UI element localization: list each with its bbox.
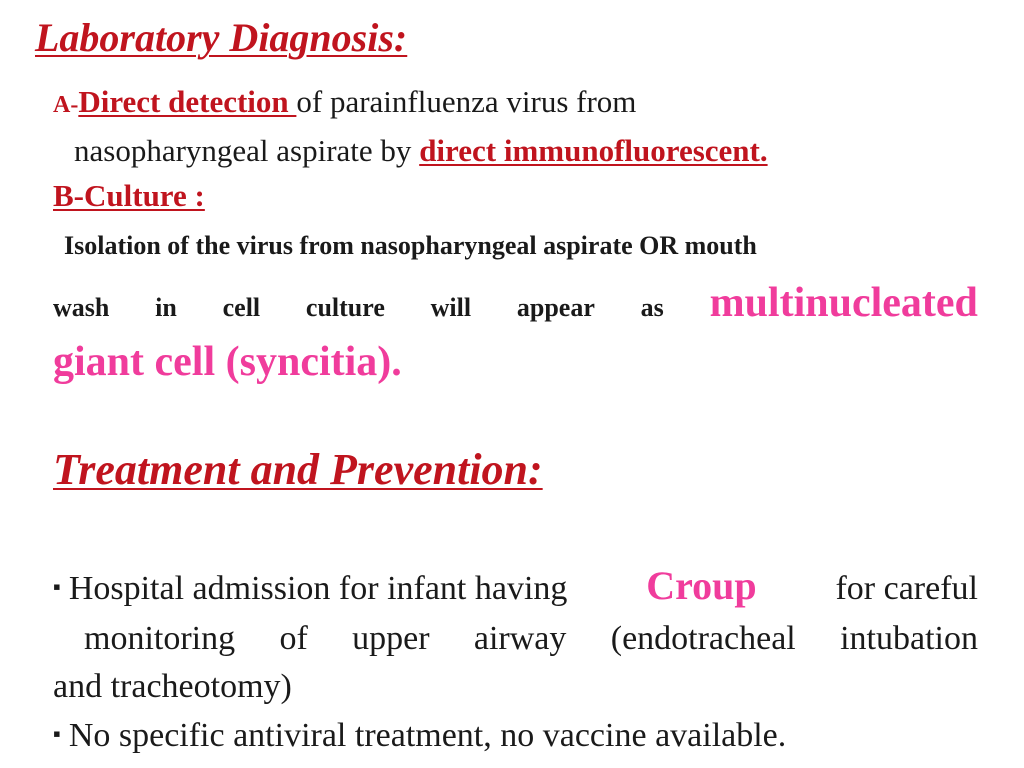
b2-text: No specific antiviral treatment, no vaccine available.	[68, 717, 787, 754]
bullet-square-icon: ▪	[53, 574, 61, 599]
lab-diagnosis-heading: Laboratory Diagnosis:	[35, 15, 408, 60]
bullet-square-icon: ▪	[53, 721, 61, 746]
b1-word: monitoring	[84, 620, 236, 657]
treatment-prevention-heading: Treatment and Prevention:	[53, 445, 543, 494]
a-prefix: A-	[53, 92, 79, 118]
b1-word: upper	[352, 620, 430, 657]
multinucleated-highlight: multinucleated	[709, 280, 978, 326]
b1-word: (endotracheal	[610, 620, 796, 657]
iso-word: appear	[516, 293, 595, 322]
iso-word: will	[430, 293, 472, 322]
bullet-hospital-admission-line-3: and tracheotomy)	[53, 668, 292, 705]
direct-detection-text: of parainfluenza virus from	[296, 84, 637, 119]
iso-word: as	[640, 293, 664, 322]
direct-detection-line-2	[74, 131, 768, 171]
iso-word: wash	[53, 293, 110, 322]
b1-lead	[53, 565, 567, 611]
isolation-line-1: Isolation of the virus from nasopharyngeal aspirate OR mouth	[64, 231, 757, 260]
b1-word: intubation	[840, 620, 978, 657]
iso-word: culture	[305, 293, 385, 322]
b1-part2: for careful	[835, 570, 978, 607]
direct-detection-text-2: nasopharyngeal aspirate by	[74, 133, 420, 168]
croup-highlight: Croup	[646, 563, 757, 608]
direct-detection-title: Direct detection	[78, 84, 297, 119]
bullet-no-antiviral	[53, 712, 786, 758]
bullet-hospital-admission	[53, 564, 978, 611]
bullet-hospital-admission-line-2	[84, 617, 978, 661]
direct-detection-line	[53, 82, 636, 125]
direct-immunofluorescent-method: direct immunofluorescent.	[419, 133, 768, 168]
iso-word: cell	[222, 293, 261, 322]
culture-heading: B-Culture :	[53, 178, 205, 213]
b1-part1: Hospital admission for infant having	[68, 570, 568, 607]
b1-word: of	[279, 620, 308, 657]
giant-cell-highlight: giant cell (syncitia).	[53, 339, 402, 385]
isolation-line-2	[53, 278, 978, 333]
b1-word: airway	[473, 620, 567, 657]
iso-word: in	[155, 293, 177, 322]
